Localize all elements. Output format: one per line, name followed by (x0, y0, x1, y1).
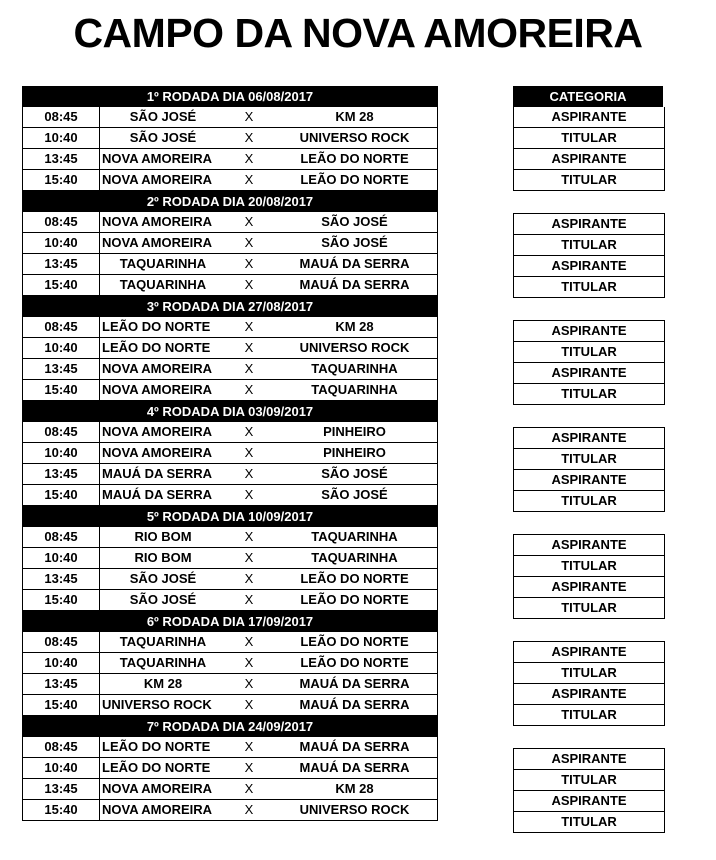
away-team: LEÃO DO NORTE (300, 655, 409, 670)
home-team: LEÃO DO NORTE (102, 319, 211, 334)
home-team: MAUÁ DA SERRA (102, 487, 213, 502)
round-header: 1º RODADA DIA 06/08/2017 (22, 86, 438, 107)
versus-mark: X (244, 235, 254, 250)
game-row (22, 695, 438, 716)
round-header: 5º RODADA DIA 10/09/2017 (22, 506, 438, 527)
game-time: 08:45 (23, 737, 100, 757)
game-time: 08:45 (23, 212, 100, 232)
home-team: NOVA AMOREIRA (102, 151, 213, 166)
game-row (22, 338, 438, 359)
category-cell: TITULAR (513, 812, 665, 833)
away-team: MAUÁ DA SERRA (299, 760, 410, 775)
category-cell: ASPIRANTE (513, 256, 665, 277)
category-cell: ASPIRANTE (513, 149, 665, 170)
home-team: NOVA AMOREIRA (102, 445, 213, 460)
versus-mark: X (244, 172, 254, 187)
away-team: MAUÁ DA SERRA (299, 739, 410, 754)
away-team: TAQUARINHA (311, 382, 398, 397)
category-cell: TITULAR (513, 770, 665, 791)
home-team: KM 28 (143, 676, 183, 691)
game-row (22, 254, 438, 275)
game-time: 10:40 (23, 128, 100, 148)
category-cell: ASPIRANTE (513, 684, 665, 705)
game-row (22, 800, 438, 821)
home-team: SÃO JOSÉ (129, 592, 197, 607)
versus-mark: X (244, 466, 254, 481)
round-header: 2º RODADA DIA 20/08/2017 (22, 191, 438, 212)
away-team: SÃO JOSÉ (321, 487, 388, 502)
game-time: 13:45 (23, 464, 100, 484)
game-row (22, 443, 438, 464)
away-team: LEÃO DO NORTE (300, 634, 409, 649)
game-time: 15:40 (23, 590, 100, 610)
game-row (22, 233, 438, 254)
home-team: TAQUARINHA (119, 277, 207, 292)
category-spacer (513, 191, 664, 213)
category-cell: ASPIRANTE (513, 470, 665, 491)
game-row (22, 464, 438, 485)
category-cell: ASPIRANTE (513, 107, 665, 128)
versus-mark: X (244, 655, 254, 670)
home-team: NOVA AMOREIRA (102, 361, 213, 376)
round-header: 7º RODADA DIA 24/09/2017 (22, 716, 438, 737)
versus-mark: X (244, 529, 254, 544)
versus-mark: X (244, 592, 254, 607)
home-team: LEÃO DO NORTE (102, 739, 211, 754)
home-team: LEÃO DO NORTE (102, 760, 211, 775)
versus-mark: X (244, 319, 254, 334)
game-row (22, 527, 438, 548)
away-team: UNIVERSO ROCK (299, 130, 410, 145)
home-team: TAQUARINHA (119, 256, 207, 271)
versus-mark: X (244, 340, 254, 355)
home-team: UNIVERSO ROCK (102, 697, 212, 712)
versus-mark: X (244, 256, 254, 271)
game-time: 13:45 (23, 674, 100, 694)
home-team: NOVA AMOREIRA (102, 424, 213, 439)
page-title: CAMPO DA NOVA AMOREIRA (73, 10, 643, 56)
home-team: TAQUARINHA (119, 634, 207, 649)
category-header: CATEGORIA (513, 86, 663, 107)
category-cell: ASPIRANTE (513, 748, 665, 770)
away-team: SÃO JOSÉ (321, 214, 388, 229)
category-cell: TITULAR (513, 449, 665, 470)
away-team: KM 28 (335, 319, 374, 334)
category-cell: TITULAR (513, 342, 665, 363)
category-cell: ASPIRANTE (513, 577, 665, 598)
category-cell: ASPIRANTE (513, 641, 665, 663)
game-time: 08:45 (23, 632, 100, 652)
game-row (22, 149, 438, 170)
away-team: TAQUARINHA (311, 361, 398, 376)
category-cell: TITULAR (513, 235, 665, 256)
versus-mark: X (244, 424, 254, 439)
category-cell: TITULAR (513, 705, 665, 726)
round-header: 4º RODADA DIA 03/09/2017 (22, 401, 438, 422)
versus-mark: X (244, 739, 254, 754)
away-team: TAQUARINHA (311, 550, 398, 565)
category-cell: ASPIRANTE (513, 363, 665, 384)
game-row (22, 380, 438, 401)
game-time: 13:45 (23, 779, 100, 799)
away-team: MAUÁ DA SERRA (299, 697, 410, 712)
game-row (22, 107, 438, 128)
home-team: RIO BOM (134, 550, 192, 565)
game-row (22, 779, 438, 800)
versus-mark: X (244, 445, 254, 460)
game-time: 15:40 (23, 695, 100, 715)
versus-mark: X (244, 697, 254, 712)
versus-mark: X (244, 676, 254, 691)
away-team: SÃO JOSÉ (321, 466, 388, 481)
home-team: NOVA AMOREIRA (102, 172, 213, 187)
category-cell: ASPIRANTE (513, 791, 665, 812)
game-row (22, 212, 438, 233)
game-time: 15:40 (23, 275, 100, 295)
home-team: SÃO JOSÉ (129, 571, 197, 586)
away-team: MAUÁ DA SERRA (299, 676, 410, 691)
versus-mark: X (244, 130, 254, 145)
category-table (513, 86, 664, 833)
category-cell: ASPIRANTE (513, 427, 665, 449)
category-cell: TITULAR (513, 556, 665, 577)
game-row (22, 632, 438, 653)
away-team: MAUÁ DA SERRA (299, 277, 410, 292)
away-team: KM 28 (335, 781, 374, 796)
category-cell: ASPIRANTE (513, 213, 665, 235)
round-header: 3º RODADA DIA 27/08/2017 (22, 296, 438, 317)
game-time: 15:40 (23, 800, 100, 820)
home-team: RIO BOM (134, 529, 192, 544)
game-time: 15:40 (23, 170, 100, 190)
versus-mark: X (244, 151, 254, 166)
home-team: NOVA AMOREIRA (102, 235, 213, 250)
game-time: 08:45 (23, 317, 100, 337)
game-time: 10:40 (23, 233, 100, 253)
game-row (22, 359, 438, 380)
home-team: LEÃO DO NORTE (102, 340, 211, 355)
category-cell: TITULAR (513, 170, 665, 191)
versus-mark: X (244, 550, 254, 565)
versus-mark: X (244, 109, 254, 124)
category-cell: TITULAR (513, 277, 665, 298)
away-team: SÃO JOSÉ (321, 235, 388, 250)
home-team: NOVA AMOREIRA (102, 781, 213, 796)
away-team: LEÃO DO NORTE (300, 592, 409, 607)
home-team: TAQUARINHA (119, 655, 207, 670)
category-cell: ASPIRANTE (513, 320, 665, 342)
home-team: NOVA AMOREIRA (102, 802, 213, 817)
away-team: PINHEIRO (323, 424, 386, 439)
category-cell: TITULAR (513, 663, 665, 684)
category-cell: TITULAR (513, 598, 665, 619)
away-team: LEÃO DO NORTE (300, 571, 409, 586)
versus-mark: X (244, 571, 254, 586)
category-cell: TITULAR (513, 128, 665, 149)
versus-mark: X (244, 760, 254, 775)
home-team: MAUÁ DA SERRA (102, 466, 213, 481)
game-time: 10:40 (23, 758, 100, 778)
versus-mark: X (244, 382, 254, 397)
game-time: 13:45 (23, 149, 100, 169)
away-team: TAQUARINHA (311, 529, 398, 544)
away-team: PINHEIRO (323, 445, 386, 460)
game-row (22, 128, 438, 149)
home-team: NOVA AMOREIRA (102, 382, 213, 397)
game-row (22, 590, 438, 611)
game-time: 10:40 (23, 443, 100, 463)
game-time: 10:40 (23, 338, 100, 358)
category-spacer (513, 512, 664, 534)
home-team: SÃO JOSÉ (129, 130, 197, 145)
away-team: KM 28 (335, 109, 374, 124)
game-row (22, 275, 438, 296)
game-time: 10:40 (23, 653, 100, 673)
game-time: 10:40 (23, 548, 100, 568)
game-row (22, 422, 438, 443)
game-row (22, 569, 438, 590)
game-time: 08:45 (23, 422, 100, 442)
versus-mark: X (244, 634, 254, 649)
game-time: 13:45 (23, 254, 100, 274)
game-row (22, 737, 438, 758)
game-time: 08:45 (23, 107, 100, 127)
game-time: 15:40 (23, 485, 100, 505)
versus-mark: X (244, 781, 254, 796)
game-time: 15:40 (23, 380, 100, 400)
schedule-table (22, 86, 438, 821)
away-team: UNIVERSO ROCK (299, 802, 410, 817)
round-header: 6º RODADA DIA 17/09/2017 (22, 611, 438, 632)
away-team: LEÃO DO NORTE (300, 172, 409, 187)
category-cell: TITULAR (513, 384, 665, 405)
game-time: 13:45 (23, 569, 100, 589)
game-time: 08:45 (23, 527, 100, 547)
category-cell: ASPIRANTE (513, 534, 665, 556)
game-time: 13:45 (23, 359, 100, 379)
category-spacer (513, 298, 664, 320)
away-team: MAUÁ DA SERRA (299, 256, 410, 271)
category-spacer (513, 405, 664, 427)
game-row (22, 170, 438, 191)
versus-mark: X (244, 214, 254, 229)
category-spacer (513, 726, 664, 748)
versus-mark: X (244, 277, 254, 292)
game-row (22, 674, 438, 695)
game-row (22, 653, 438, 674)
game-row (22, 317, 438, 338)
game-row (22, 485, 438, 506)
versus-mark: X (244, 802, 254, 817)
away-team: LEÃO DO NORTE (300, 151, 409, 166)
game-row (22, 758, 438, 779)
category-spacer (513, 619, 664, 641)
home-team: NOVA AMOREIRA (102, 214, 213, 229)
versus-mark: X (244, 487, 254, 502)
away-team: UNIVERSO ROCK (299, 340, 410, 355)
category-cell: TITULAR (513, 491, 665, 512)
home-team: SÃO JOSÉ (129, 109, 197, 124)
versus-mark: X (244, 361, 254, 376)
game-row (22, 548, 438, 569)
